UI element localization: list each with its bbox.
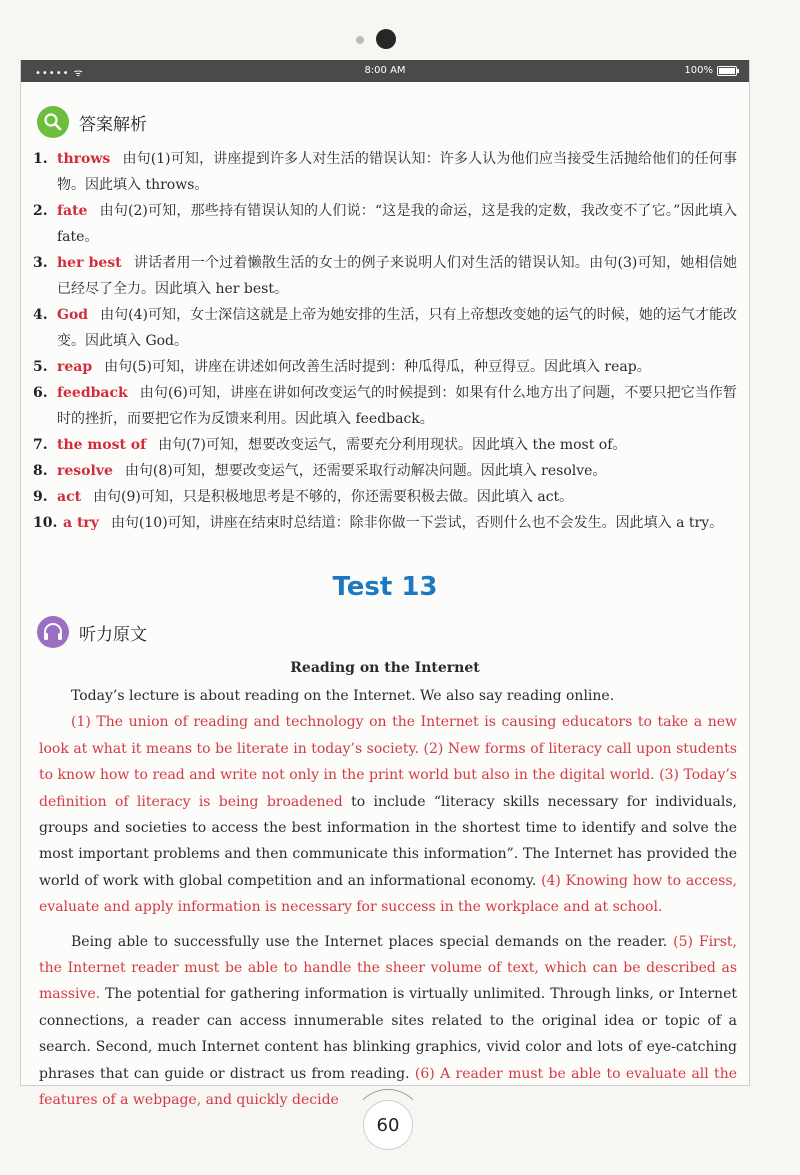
battery-icon bbox=[717, 66, 737, 76]
answer-key: reap bbox=[57, 359, 93, 375]
device-camera bbox=[352, 28, 412, 52]
p2-text: to include “literacy skills necessary for individuals, groups and societies to access the best information in the shortest time to identify and solve the most important problems and then communicate this information”. The Internet has provided the world of work with global competition and an informational economy. bbox=[39, 793, 738, 889]
listening-section-header bbox=[37, 616, 147, 648]
p2-highlight-1: (1) The union of reading and technology on the Internet is causing educators to take a new look at what it means to be literate in today’s society. (2) New forms of literacy call upon students to know how to read and write not only in the print world but also in the digital world. (3) Today’s definition of literacy is being broadened bbox=[39, 714, 737, 810]
answer-key: her best bbox=[57, 255, 122, 271]
page-number: 60 bbox=[363, 1100, 413, 1150]
answer-number: 1. bbox=[33, 151, 48, 167]
article-title: Reading on the Internet bbox=[290, 660, 480, 676]
p2-highlight-2: (4) Knowing how to access, evaluate and apply information is necessary for success in the workplace and at school. bbox=[39, 872, 737, 916]
status-time: 8:00 AM bbox=[364, 65, 406, 76]
answer-key: fate bbox=[57, 203, 88, 219]
answer-key: God bbox=[57, 307, 89, 323]
p1-text: Today’s lecture is about reading on the Internet. We also say reading online. bbox=[71, 688, 615, 704]
answer-item bbox=[33, 146, 737, 198]
headphones-icon bbox=[37, 616, 69, 648]
tablet-screen bbox=[20, 60, 750, 1109]
answer-number: 7. bbox=[33, 437, 48, 453]
answer-number: 9. bbox=[33, 489, 48, 505]
answer-item bbox=[33, 380, 737, 432]
answer-key: the most of bbox=[57, 437, 147, 453]
transcript bbox=[39, 683, 737, 1114]
answer-item bbox=[33, 484, 737, 510]
answer-item bbox=[33, 354, 737, 380]
answer-explanation: 由句(1)可知，讲座提到许多人对生活的错误认知：许多人认为他们应当接受生活抛给他们的任何事物。因此填入 throws。 bbox=[57, 151, 737, 193]
answer-number: 10. bbox=[33, 515, 58, 531]
answer-explanation: 由句(7)可知，想要改变运气，需要充分利用现状。因此填入 the most of。 bbox=[158, 437, 627, 453]
answer-explanation: 由句(2)可知，那些持有错误认知的人们说：“这是我的命运，这是我的定数，我改变不了它。”因此填入 fate。 bbox=[57, 203, 737, 245]
answer-body bbox=[57, 432, 737, 458]
answer-number: 5. bbox=[33, 359, 48, 375]
transcript-paragraph-1 bbox=[39, 683, 737, 709]
answer-body bbox=[57, 250, 737, 302]
answer-explanation: 由句(5)可知，讲座在讲述如何改善生活时提到：种瓜得瓜，种豆得豆。因此填入 reap。 bbox=[104, 359, 651, 375]
answer-number: 4. bbox=[33, 307, 48, 323]
answer-body bbox=[57, 484, 737, 510]
signal-indicator: ••••• ᯤ bbox=[35, 68, 84, 79]
answer-explanation: 由句(8)可知，想要改变运气，还需要采取行动解决问题。因此填入 resolve。 bbox=[124, 463, 607, 479]
answer-number: 6. bbox=[33, 385, 48, 401]
transcript-paragraph-3 bbox=[39, 929, 737, 1114]
p3-text-1: Being able to successfully use the Internet places special demands on the reader. bbox=[71, 933, 674, 950]
answers-section-title: 答案解析 bbox=[79, 114, 147, 135]
answer-body bbox=[57, 354, 737, 380]
answer-explanation: 由句(9)可知，只是积极地思考是不够的，你还需要积极去做。因此填入 act。 bbox=[93, 489, 574, 505]
answer-item bbox=[33, 302, 737, 354]
answer-item bbox=[33, 458, 737, 484]
answer-item bbox=[33, 510, 737, 536]
answer-key: feedback bbox=[57, 385, 128, 401]
answer-body bbox=[57, 380, 737, 432]
answer-item bbox=[33, 198, 737, 250]
answer-body bbox=[57, 302, 737, 354]
p3-highlight-2: (6) A reader must be able to evaluate all the features of a webpage, and quickly decide bbox=[39, 1065, 737, 1109]
camera-lens bbox=[376, 29, 396, 49]
answer-key: a try bbox=[63, 515, 99, 531]
answer-key: act bbox=[57, 489, 82, 505]
answer-item bbox=[33, 432, 737, 458]
answer-number: 2. bbox=[33, 203, 48, 219]
answer-number: 3. bbox=[33, 255, 48, 271]
battery-percent: 100% bbox=[684, 65, 713, 76]
p3-highlight-1: (5) First, the Internet reader must be able to handle the sheer volume of text, which can be described as massive. bbox=[39, 933, 737, 1003]
answer-key: resolve bbox=[57, 463, 113, 479]
answer-explanation: 讲话者用一个过着懒散生活的女士的例子来说明人们对生活的错误认知。由句(3)可知，她相信她已经尽了全力。因此填入 her best。 bbox=[57, 255, 737, 297]
answer-explanation: 由句(6)可知，讲座在讲如何改变运气的时候提到：如果有什么地方出了问题，不要只把它当作暂时的挫折，而要把它作为反馈来利用。因此填入 feedback。 bbox=[57, 385, 737, 427]
p3-text-2: The potential for gathering information is virtually unlimited. Through links, or Internet connections, a reader can access innumerable sites related to the original idea or topic of a search. Second, much Internet content has blinking graphics, vivid color and lots of eye-catching phrases that can guide or distract us from reading. bbox=[39, 986, 737, 1082]
answer-explanation: 由句(10)可知，讲座在结束时总结道：除非你做一下尝试，否则什么也不会发生。因此填入 a try。 bbox=[110, 515, 724, 531]
answer-body bbox=[57, 458, 737, 484]
battery-status bbox=[684, 65, 737, 76]
listening-section-title: 听力原文 bbox=[79, 624, 147, 645]
answer-explanation: 由句(4)可知，女士深信这就是上帝为她安排的生活，只有上帝想改变她的运气的时候，她的运气才能改变。因此填入 God。 bbox=[57, 307, 737, 349]
answer-body bbox=[63, 510, 737, 536]
search-icon bbox=[37, 106, 69, 138]
answer-list bbox=[33, 146, 737, 536]
answer-body bbox=[57, 146, 737, 198]
transcript-paragraph-2 bbox=[39, 709, 737, 920]
status-bar bbox=[21, 60, 749, 82]
answers-section-header bbox=[37, 106, 147, 138]
camera-sensor bbox=[356, 36, 364, 44]
answer-item bbox=[33, 250, 737, 302]
answer-key: throws bbox=[57, 151, 111, 167]
answer-number: 8. bbox=[33, 463, 48, 479]
answer-body bbox=[57, 198, 737, 250]
test-title: Test 13 bbox=[332, 572, 438, 602]
